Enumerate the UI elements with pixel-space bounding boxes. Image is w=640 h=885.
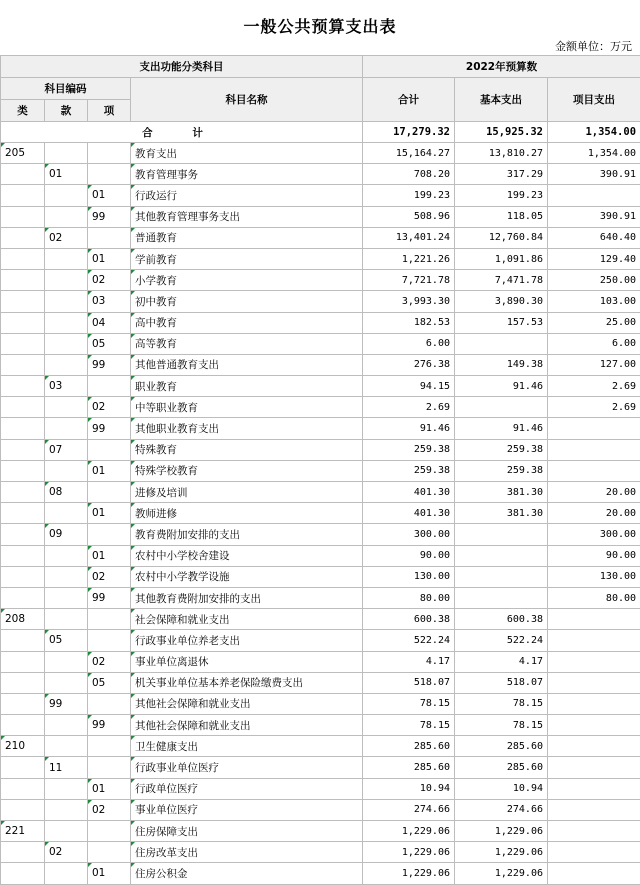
table-row bbox=[1, 651, 640, 672]
code-kuan bbox=[45, 312, 88, 333]
item-name: 行政事业单位养老支出 bbox=[131, 630, 363, 651]
code-xiang bbox=[88, 630, 131, 651]
item-name: 其他教育管理事务支出 bbox=[131, 206, 363, 227]
amount-project: 20.00 bbox=[548, 482, 640, 503]
amount-basic: 3,890.30 bbox=[455, 291, 548, 312]
code-lei: 210 bbox=[1, 736, 45, 757]
amount-project bbox=[548, 842, 640, 863]
amount-project bbox=[548, 778, 640, 799]
code-lei bbox=[1, 672, 45, 693]
amount-total: 285.60 bbox=[363, 757, 455, 778]
code-xiang: 05 bbox=[88, 672, 131, 693]
header-col-kuan: 款 bbox=[45, 100, 88, 122]
table-row bbox=[1, 227, 640, 248]
code-lei: 221 bbox=[1, 821, 45, 842]
table-row bbox=[1, 842, 640, 863]
amount-project: 103.00 bbox=[548, 291, 640, 312]
code-kuan bbox=[45, 248, 88, 269]
code-xiang bbox=[88, 164, 131, 185]
table-row bbox=[1, 333, 640, 354]
header-category-group: 支出功能分类科目 bbox=[1, 56, 363, 78]
amount-project: 390.91 bbox=[548, 206, 640, 227]
header-budget-year: 2022年预算数 bbox=[363, 56, 640, 78]
code-kuan bbox=[45, 715, 88, 736]
amount-total: 401.30 bbox=[363, 503, 455, 524]
code-lei bbox=[1, 333, 45, 354]
amount-basic: 1,091.86 bbox=[455, 248, 548, 269]
amount-basic: 199.23 bbox=[455, 185, 548, 206]
code-xiang: 01 bbox=[88, 778, 131, 799]
code-lei bbox=[1, 799, 45, 820]
table-row bbox=[1, 693, 640, 714]
amount-project: 250.00 bbox=[548, 270, 640, 291]
code-xiang: 01 bbox=[88, 863, 131, 884]
amount-total: 4.17 bbox=[363, 651, 455, 672]
item-name: 事业单位离退休 bbox=[131, 651, 363, 672]
amount-total: 13,401.24 bbox=[363, 227, 455, 248]
code-kuan bbox=[45, 206, 88, 227]
amount-project bbox=[548, 693, 640, 714]
amount-project: 2.69 bbox=[548, 397, 640, 418]
amount-project bbox=[548, 630, 640, 651]
amount-basic: 91.46 bbox=[455, 376, 548, 397]
total-project: 1,354.00 bbox=[548, 122, 640, 143]
header-col-xiang: 项 bbox=[88, 100, 131, 122]
code-xiang bbox=[88, 376, 131, 397]
total-label: 合 计 bbox=[1, 122, 363, 143]
amount-total: 80.00 bbox=[363, 587, 455, 608]
amount-basic: 1,229.06 bbox=[455, 821, 548, 842]
code-xiang: 01 bbox=[88, 185, 131, 206]
amount-total: 15,164.27 bbox=[363, 143, 455, 164]
header-code-group: 科目编码 bbox=[1, 78, 131, 100]
amount-project: 90.00 bbox=[548, 545, 640, 566]
amount-basic: 4.17 bbox=[455, 651, 548, 672]
amount-basic: 1,229.06 bbox=[455, 863, 548, 884]
item-name: 小学教育 bbox=[131, 270, 363, 291]
code-xiang: 01 bbox=[88, 545, 131, 566]
item-name: 农村中小学校舍建设 bbox=[131, 545, 363, 566]
code-lei bbox=[1, 566, 45, 587]
amount-total: 401.30 bbox=[363, 482, 455, 503]
code-lei bbox=[1, 503, 45, 524]
amount-basic: 13,810.27 bbox=[455, 143, 548, 164]
amount-project: 640.40 bbox=[548, 227, 640, 248]
amount-basic: 381.30 bbox=[455, 482, 548, 503]
code-xiang: 03 bbox=[88, 291, 131, 312]
code-xiang: 99 bbox=[88, 418, 131, 439]
amount-total: 600.38 bbox=[363, 609, 455, 630]
code-lei bbox=[1, 630, 45, 651]
item-name: 社会保障和就业支出 bbox=[131, 609, 363, 630]
code-kuan bbox=[45, 333, 88, 354]
item-name: 高等教育 bbox=[131, 333, 363, 354]
item-name: 行政运行 bbox=[131, 185, 363, 206]
code-kuan bbox=[45, 354, 88, 375]
table-row bbox=[1, 630, 640, 651]
table-row bbox=[1, 863, 640, 884]
item-name: 行政事业单位医疗 bbox=[131, 757, 363, 778]
item-name: 特殊学校教育 bbox=[131, 460, 363, 481]
code-lei bbox=[1, 460, 45, 481]
code-lei bbox=[1, 651, 45, 672]
amount-project bbox=[548, 863, 640, 884]
item-name: 行政单位医疗 bbox=[131, 778, 363, 799]
code-kuan: 02 bbox=[45, 227, 88, 248]
amount-basic bbox=[455, 545, 548, 566]
code-kuan bbox=[45, 185, 88, 206]
item-name: 教育管理事务 bbox=[131, 164, 363, 185]
amount-basic: 518.07 bbox=[455, 672, 548, 693]
code-kuan bbox=[45, 651, 88, 672]
item-name: 住房改革支出 bbox=[131, 842, 363, 863]
amount-basic bbox=[455, 397, 548, 418]
amount-total: 1,229.06 bbox=[363, 842, 455, 863]
amount-total: 10.94 bbox=[363, 778, 455, 799]
table-row bbox=[1, 715, 640, 736]
code-kuan bbox=[45, 460, 88, 481]
table-row bbox=[1, 672, 640, 693]
code-xiang bbox=[88, 736, 131, 757]
item-name: 教师进修 bbox=[131, 503, 363, 524]
item-name: 其他社会保障和就业支出 bbox=[131, 693, 363, 714]
item-name: 高中教育 bbox=[131, 312, 363, 333]
amount-total: 90.00 bbox=[363, 545, 455, 566]
table-row bbox=[1, 143, 640, 164]
amount-total: 522.24 bbox=[363, 630, 455, 651]
amount-project: 129.40 bbox=[548, 248, 640, 269]
code-kuan bbox=[45, 821, 88, 842]
amount-total: 285.60 bbox=[363, 736, 455, 757]
code-lei bbox=[1, 757, 45, 778]
code-xiang: 02 bbox=[88, 799, 131, 820]
code-xiang bbox=[88, 524, 131, 545]
amount-basic: 149.38 bbox=[455, 354, 548, 375]
code-xiang bbox=[88, 757, 131, 778]
code-lei: 205 bbox=[1, 143, 45, 164]
table-row bbox=[1, 460, 640, 481]
total-amount: 17,279.32 bbox=[363, 122, 455, 143]
table-row bbox=[1, 376, 640, 397]
code-kuan bbox=[45, 566, 88, 587]
amount-basic: 381.30 bbox=[455, 503, 548, 524]
amount-total: 94.15 bbox=[363, 376, 455, 397]
amount-total: 3,993.30 bbox=[363, 291, 455, 312]
item-name: 其他职业教育支出 bbox=[131, 418, 363, 439]
amount-basic bbox=[455, 587, 548, 608]
code-lei bbox=[1, 354, 45, 375]
amount-basic bbox=[455, 524, 548, 545]
code-xiang: 01 bbox=[88, 460, 131, 481]
amount-basic: 118.05 bbox=[455, 206, 548, 227]
code-kuan bbox=[45, 587, 88, 608]
code-lei bbox=[1, 270, 45, 291]
amount-project bbox=[548, 651, 640, 672]
item-name: 住房保障支出 bbox=[131, 821, 363, 842]
amount-total: 182.53 bbox=[363, 312, 455, 333]
code-kuan bbox=[45, 863, 88, 884]
code-xiang bbox=[88, 439, 131, 460]
amount-project bbox=[548, 715, 640, 736]
item-name: 职业教育 bbox=[131, 376, 363, 397]
amount-basic: 12,760.84 bbox=[455, 227, 548, 248]
table-row bbox=[1, 524, 640, 545]
code-lei bbox=[1, 439, 45, 460]
amount-project bbox=[548, 799, 640, 820]
amount-total: 6.00 bbox=[363, 333, 455, 354]
amount-total: 78.15 bbox=[363, 693, 455, 714]
code-lei bbox=[1, 524, 45, 545]
item-name: 其他社会保障和就业支出 bbox=[131, 715, 363, 736]
amount-project bbox=[548, 460, 640, 481]
amount-project: 1,354.00 bbox=[548, 143, 640, 164]
table-row bbox=[1, 587, 640, 608]
amount-total: 1,221.26 bbox=[363, 248, 455, 269]
code-lei bbox=[1, 376, 45, 397]
amount-basic: 91.46 bbox=[455, 418, 548, 439]
code-lei bbox=[1, 715, 45, 736]
code-xiang: 02 bbox=[88, 651, 131, 672]
amount-project: 20.00 bbox=[548, 503, 640, 524]
table-row bbox=[1, 270, 640, 291]
amount-basic: 274.66 bbox=[455, 799, 548, 820]
amount-basic bbox=[455, 566, 548, 587]
code-kuan: 07 bbox=[45, 439, 88, 460]
code-kuan: 02 bbox=[45, 842, 88, 863]
amount-total: 708.20 bbox=[363, 164, 455, 185]
amount-basic bbox=[455, 333, 548, 354]
code-lei bbox=[1, 291, 45, 312]
code-kuan: 05 bbox=[45, 630, 88, 651]
table-row bbox=[1, 799, 640, 820]
code-xiang bbox=[88, 693, 131, 714]
item-name: 教育支出 bbox=[131, 143, 363, 164]
code-kuan bbox=[45, 609, 88, 630]
code-xiang: 99 bbox=[88, 587, 131, 608]
amount-basic: 259.38 bbox=[455, 439, 548, 460]
amount-total: 274.66 bbox=[363, 799, 455, 820]
code-lei bbox=[1, 206, 45, 227]
table-row bbox=[1, 566, 640, 587]
item-name: 学前教育 bbox=[131, 248, 363, 269]
header-col-name: 科目名称 bbox=[131, 78, 363, 122]
amount-project: 80.00 bbox=[548, 587, 640, 608]
amount-basic: 285.60 bbox=[455, 736, 548, 757]
item-name: 农村中小学教学设施 bbox=[131, 566, 363, 587]
amount-project: 127.00 bbox=[548, 354, 640, 375]
table-row bbox=[1, 736, 640, 757]
code-xiang: 99 bbox=[88, 715, 131, 736]
total-basic: 15,925.32 bbox=[455, 122, 548, 143]
code-kuan bbox=[45, 736, 88, 757]
code-lei bbox=[1, 185, 45, 206]
table-row bbox=[1, 503, 640, 524]
code-kuan bbox=[45, 545, 88, 566]
amount-total: 259.38 bbox=[363, 460, 455, 481]
code-xiang: 01 bbox=[88, 248, 131, 269]
table-row bbox=[1, 397, 640, 418]
table-row bbox=[1, 778, 640, 799]
amount-total: 276.38 bbox=[363, 354, 455, 375]
amount-project: 25.00 bbox=[548, 312, 640, 333]
code-lei bbox=[1, 227, 45, 248]
unit-label: 金额单位：万元 bbox=[555, 38, 632, 54]
code-lei bbox=[1, 397, 45, 418]
amount-total: 199.23 bbox=[363, 185, 455, 206]
item-name: 机关事业单位基本养老保险缴费支出 bbox=[131, 672, 363, 693]
table-row bbox=[1, 418, 640, 439]
amount-basic: 157.53 bbox=[455, 312, 548, 333]
code-xiang: 04 bbox=[88, 312, 131, 333]
table-row bbox=[1, 609, 640, 630]
amount-total: 259.38 bbox=[363, 439, 455, 460]
code-kuan: 08 bbox=[45, 482, 88, 503]
code-kuan bbox=[45, 799, 88, 820]
amount-project: 2.69 bbox=[548, 376, 640, 397]
code-kuan bbox=[45, 270, 88, 291]
amount-total: 130.00 bbox=[363, 566, 455, 587]
header-col-project: 项目支出 bbox=[548, 78, 640, 122]
code-lei bbox=[1, 693, 45, 714]
budget-table bbox=[0, 55, 640, 885]
amount-project: 300.00 bbox=[548, 524, 640, 545]
amount-total: 91.46 bbox=[363, 418, 455, 439]
code-xiang bbox=[88, 609, 131, 630]
code-lei bbox=[1, 545, 45, 566]
code-lei bbox=[1, 587, 45, 608]
header-col-basic: 基本支出 bbox=[455, 78, 548, 122]
table-row bbox=[1, 312, 640, 333]
code-kuan bbox=[45, 503, 88, 524]
code-kuan: 01 bbox=[45, 164, 88, 185]
amount-project bbox=[548, 736, 640, 757]
amount-project bbox=[548, 439, 640, 460]
item-name: 卫生健康支出 bbox=[131, 736, 363, 757]
code-xiang: 02 bbox=[88, 397, 131, 418]
code-kuan: 03 bbox=[45, 376, 88, 397]
amount-total: 1,229.06 bbox=[363, 821, 455, 842]
table-row bbox=[1, 185, 640, 206]
code-lei bbox=[1, 863, 45, 884]
amount-project: 6.00 bbox=[548, 333, 640, 354]
code-xiang: 99 bbox=[88, 206, 131, 227]
code-xiang: 99 bbox=[88, 354, 131, 375]
amount-total: 1,229.06 bbox=[363, 863, 455, 884]
table-row bbox=[1, 545, 640, 566]
amount-total: 518.07 bbox=[363, 672, 455, 693]
code-xiang bbox=[88, 227, 131, 248]
code-lei bbox=[1, 842, 45, 863]
amount-project bbox=[548, 672, 640, 693]
amount-basic: 522.24 bbox=[455, 630, 548, 651]
item-name: 进修及培训 bbox=[131, 482, 363, 503]
code-xiang bbox=[88, 821, 131, 842]
amount-project bbox=[548, 757, 640, 778]
table-row bbox=[1, 354, 640, 375]
code-xiang: 02 bbox=[88, 566, 131, 587]
table-row bbox=[1, 206, 640, 227]
code-xiang bbox=[88, 482, 131, 503]
amount-project: 390.91 bbox=[548, 164, 640, 185]
amount-total: 2.69 bbox=[363, 397, 455, 418]
header-col-lei: 类 bbox=[1, 100, 45, 122]
code-kuan: 11 bbox=[45, 757, 88, 778]
code-kuan bbox=[45, 778, 88, 799]
item-name: 教育费附加安排的支出 bbox=[131, 524, 363, 545]
amount-total: 78.15 bbox=[363, 715, 455, 736]
code-xiang: 02 bbox=[88, 270, 131, 291]
header-col-total: 合计 bbox=[363, 78, 455, 122]
code-kuan bbox=[45, 418, 88, 439]
code-xiang: 01 bbox=[88, 503, 131, 524]
item-name: 其他普通教育支出 bbox=[131, 354, 363, 375]
amount-project: 130.00 bbox=[548, 566, 640, 587]
code-xiang bbox=[88, 842, 131, 863]
amount-basic: 259.38 bbox=[455, 460, 548, 481]
amount-project bbox=[548, 609, 640, 630]
item-name: 普通教育 bbox=[131, 227, 363, 248]
code-kuan bbox=[45, 291, 88, 312]
item-name: 其他教育费附加安排的支出 bbox=[131, 587, 363, 608]
item-name: 事业单位医疗 bbox=[131, 799, 363, 820]
item-name: 初中教育 bbox=[131, 291, 363, 312]
code-lei bbox=[1, 482, 45, 503]
code-kuan: 99 bbox=[45, 693, 88, 714]
total-row bbox=[1, 122, 640, 143]
table-row bbox=[1, 482, 640, 503]
page-title: 一般公共预算支出表 bbox=[0, 14, 640, 37]
code-lei bbox=[1, 248, 45, 269]
amount-basic: 10.94 bbox=[455, 778, 548, 799]
code-lei bbox=[1, 312, 45, 333]
code-kuan: 09 bbox=[45, 524, 88, 545]
code-kuan bbox=[45, 397, 88, 418]
amount-basic: 1,229.06 bbox=[455, 842, 548, 863]
code-kuan bbox=[45, 143, 88, 164]
amount-total: 508.96 bbox=[363, 206, 455, 227]
table-row bbox=[1, 821, 640, 842]
amount-basic: 78.15 bbox=[455, 715, 548, 736]
code-xiang: 05 bbox=[88, 333, 131, 354]
amount-project bbox=[548, 185, 640, 206]
amount-basic: 600.38 bbox=[455, 609, 548, 630]
table-row bbox=[1, 164, 640, 185]
code-kuan bbox=[45, 672, 88, 693]
item-name: 中等职业教育 bbox=[131, 397, 363, 418]
amount-basic: 78.15 bbox=[455, 693, 548, 714]
table-row bbox=[1, 439, 640, 460]
item-name: 住房公积金 bbox=[131, 863, 363, 884]
amount-project bbox=[548, 821, 640, 842]
amount-basic: 285.60 bbox=[455, 757, 548, 778]
amount-basic: 7,471.78 bbox=[455, 270, 548, 291]
code-lei bbox=[1, 778, 45, 799]
table-row bbox=[1, 757, 640, 778]
item-name: 特殊教育 bbox=[131, 439, 363, 460]
code-lei: 208 bbox=[1, 609, 45, 630]
amount-total: 300.00 bbox=[363, 524, 455, 545]
amount-project bbox=[548, 418, 640, 439]
table-row bbox=[1, 291, 640, 312]
amount-total: 7,721.78 bbox=[363, 270, 455, 291]
code-lei bbox=[1, 418, 45, 439]
amount-basic: 317.29 bbox=[455, 164, 548, 185]
code-lei bbox=[1, 164, 45, 185]
code-xiang bbox=[88, 143, 131, 164]
table-row bbox=[1, 248, 640, 269]
